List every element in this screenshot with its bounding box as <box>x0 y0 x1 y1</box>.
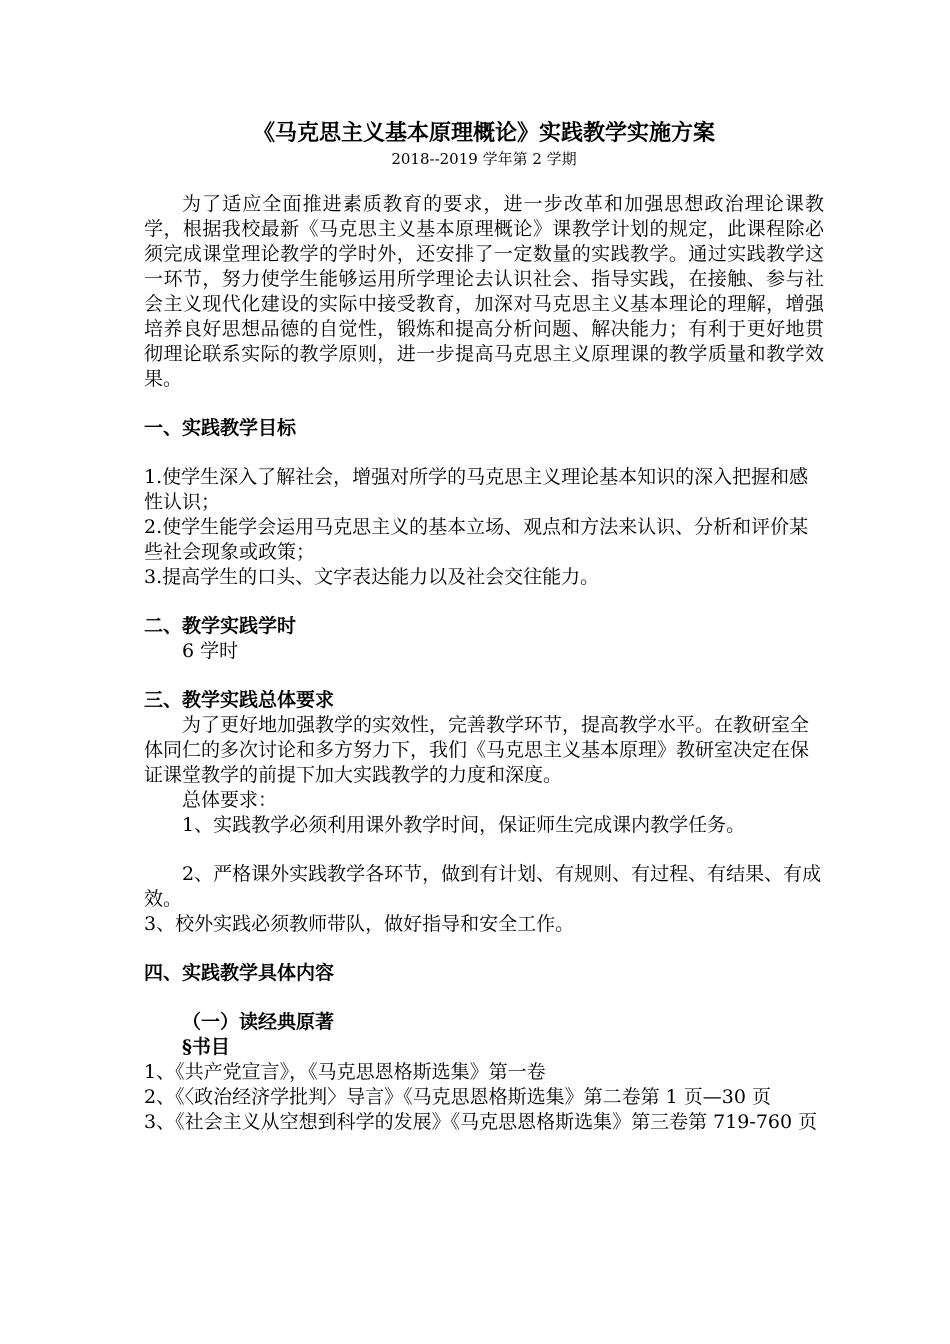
book-list-heading: §书目 <box>182 1036 230 1058</box>
goal-item: 1.使学生深入了解社会，增强对所学的马克思主义理论基本知识的深入把握和感性认识； <box>144 466 809 513</box>
document-title: 《马克思主义基本原理概论》实践教学实施方案 <box>252 120 715 146</box>
book-item: 2、《〈政治经济学批判〉导言》《马克思恩格斯选集》第二卷第 1 页—30 页 <box>144 1086 771 1108</box>
requirement-item: 1、实践教学必须利用课外教学时间，保证师生完成课内教学任务。 <box>182 814 746 836</box>
intro-paragraph: 为了适应全面推进素质教育的要求，进一步改革和加强思想政治理论课教学，根据我校最新《马克思主义基本原理概论》课教学计划的规定，此课程除必须完成课堂理论教学的学时外，还安排了一定数量的实践教学。通过实践教学这一环节，努力使学生能够运用所学理论去认识社会、指导实践，在接触、参与社会主义现代化建设的实际中接受教育，加深对马克思主义基本理论的理解，增强培养良好思想品德的自觉性，锻炼和提高分析问题、解决能力；有利于更好地贯彻理论联系实际的教学原则，进一步提高马克思主义原理课的教学质量和教学效果。 <box>144 193 824 390</box>
section-2-heading: 二、教学实践学时 <box>144 615 297 637</box>
requirements-paragraph: 为了更好地加强教学的实效性，完善教学环节，提高教学水平。在教研室全体同仁的多次讨论和多方努力下，我们《马克思主义基本原理》教研室决定在保证课堂教学的前提下加大实践教学的力度和深度。 <box>144 714 810 786</box>
section-3-heading: 三、教学实践总体要求 <box>144 689 335 711</box>
goal-item: 3.提高学生的口头、文字表达能力以及社会交往能力。 <box>144 566 600 588</box>
goal-item: 2.使学生能学会运用马克思主义的基本立场、观点和方法来认识、分析和评价某些社会现象或政策； <box>144 516 809 563</box>
class-hours: 6 学时 <box>182 640 239 662</box>
requirements-label: 总体要求： <box>182 789 278 811</box>
document-page <box>144 118 824 1135</box>
requirement-item: 2、严格课外实践教学各环节，做到有计划、有规则、有过程、有结果、有成效。 <box>144 863 822 910</box>
section-4-heading: 四、实践教学具体内容 <box>144 962 335 984</box>
document-subtitle: 2018--2019 学年第 2 学期 <box>391 150 577 168</box>
book-item: 1、《共产党宣言》，《马克思恩格斯选集》第一卷 <box>144 1061 546 1083</box>
section-1-heading: 一、实践教学目标 <box>144 417 297 439</box>
book-item: 3、《社会主义从空想到科学的发展》《马克思恩格斯选集》第三卷第 719-760 页 <box>144 1111 818 1133</box>
subsection-heading: （一）读经典原著 <box>182 1011 335 1033</box>
requirement-item: 3、校外实践必须教师带队，做好指导和安全工作。 <box>144 913 575 935</box>
